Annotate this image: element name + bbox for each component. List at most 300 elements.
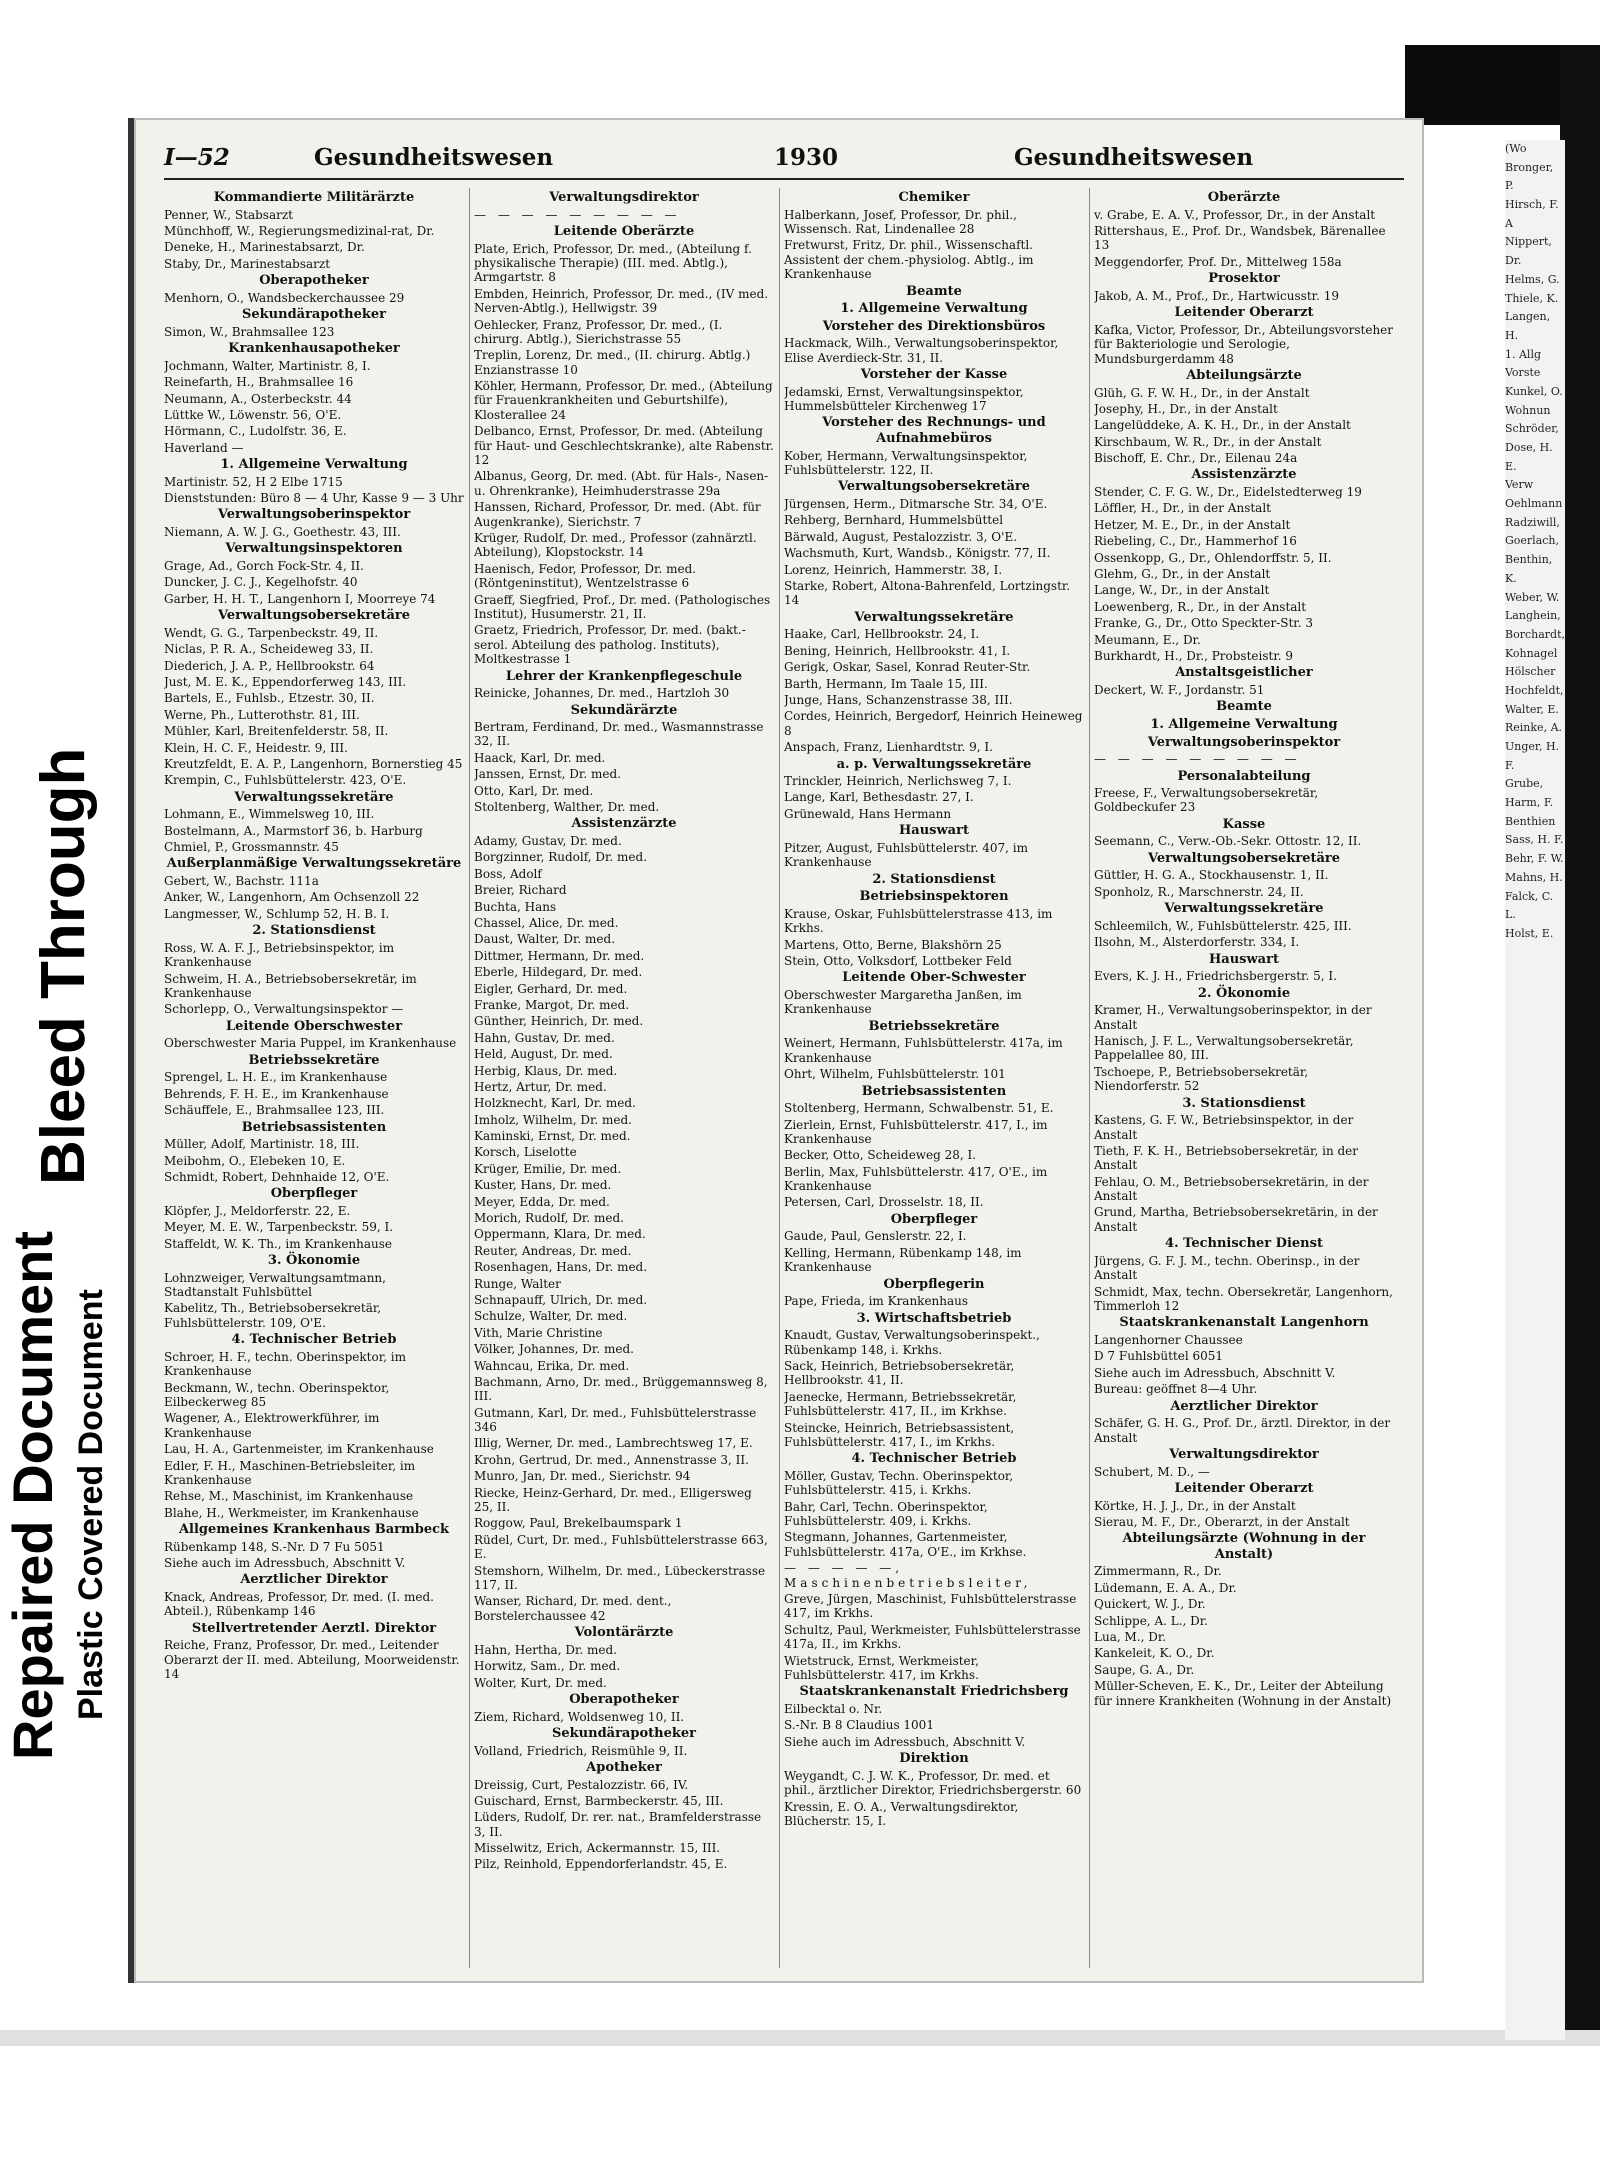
entry-line: Menhorn, O., Wandsbeckerchaussee 29: [164, 290, 405, 305]
section-heading: Leitender Oberarzt: [1174, 305, 1314, 321]
entry-line: Schäfer, G. H. G., Prof. Dr., ärztl. Direktor, in der Anstalt: [1094, 1416, 1391, 1445]
entry-line: Lohmann, E., Wimmelsweg 10, III.: [164, 807, 375, 822]
entry-line: Breier, Richard: [474, 883, 567, 898]
section-heading: Verwaltungssekretäre: [1164, 901, 1324, 917]
section-heading: Oberärzte: [1207, 190, 1281, 205]
section-heading: Kommandierte Militärärzte: [213, 190, 415, 205]
entry-line: Jakob, A. M., Prof., Dr., Hartwicusstr. 19: [1094, 288, 1339, 303]
entry-line: Wendt, G. G., Tarpenbeckstr. 49, II.: [164, 625, 379, 640]
section-heading: Sekundärapotheker: [552, 1725, 696, 1741]
entry-line: Staffeldt, W. K. Th., im Krankenhause: [164, 1236, 393, 1251]
adjacent-entry: Vorste: [1505, 366, 1541, 380]
entry-line: Jürgens, G. F. J. M., techn. Oberinsp., in der Anstalt: [1094, 1253, 1360, 1283]
adjacent-entry: Langen, H.: [1505, 310, 1551, 342]
entry-line: Quickert, W. J., Dr.: [1094, 1597, 1206, 1612]
entry-line: Bureau: geöffnet 8—4 Uhr.: [1094, 1382, 1258, 1397]
entry-line: Schroer, H. F., techn. Oberinspektor, im Krankenhause: [164, 1349, 406, 1379]
entry-line: Rüdel, Curt, Dr. med., Fuhlsbüttelerstrasse 663, E.: [474, 1532, 768, 1562]
entry-line: Hackmack, Wilh., Verwaltungsoberinspektor, Elise Averdieck-Str. 31, II.: [784, 336, 1059, 365]
entry-line: Schweim, H. A., Betriebsobersekretär, im Krankenhause: [164, 971, 417, 1000]
entry-line: Zimmermann, R., Dr.: [1094, 1564, 1222, 1579]
entry-line: Meibohm, O., Elebeken 10, E.: [164, 1153, 346, 1168]
entry-line: Korsch, Liselotte: [474, 1145, 577, 1160]
entry-line: Sprengel, L. H. E., im Krankenhause: [164, 1070, 388, 1085]
entry-line: Treplin, Lorenz, Dr. med., (II. chirurg. Abtlg.) Enzianstrasse 10: [474, 348, 751, 377]
entry-line: Bärwald, August, Pestalozzistr. 3, O'E.: [784, 529, 1018, 544]
entry-line: Delbanco, Ernst, Professor, Dr. med. (Abteilung für Haut- und Geschlechtskranke), alte Rabenstr. 12: [474, 424, 774, 468]
entry-line: Sponholz, R., Marschnerstr. 24, II.: [1094, 884, 1304, 899]
entry-line: Albanus, Georg, Dr. med. (Abt. für Hals-, Nasen- u. Ohrenkranke), Heimhuderstrasse 29a: [474, 469, 769, 498]
entry-line: Oberschwester Margaretha Janßen, im Krankenhause: [784, 987, 1022, 1017]
column-2: [474, 188, 774, 1968]
entry-line: Deneke, H., Marinestabsarzt, Dr.: [164, 240, 365, 255]
entry-line: Müller, Adolf, Martinistr. 18, III.: [164, 1137, 360, 1152]
entry-line: Hörmann, C., Ludolfstr. 36, E.: [164, 424, 347, 439]
entry-line: Köhler, Hermann, Professor, Dr. med., (Abteilung für Frauenkrankheiten und Geburtshilfe), Klosterallee 24: [474, 379, 773, 422]
side-labels: [0, 0, 120, 2177]
entry-line: Neumann, A., Osterbeckstr. 44: [164, 391, 352, 406]
entry-line: Jochmann, Walter, Martinistr. 8, I.: [164, 358, 371, 373]
entry-line: Lüttke W., Löwenstr. 56, O'E.: [164, 407, 342, 422]
entry-line: Ilsohn, M., Alsterdorferstr. 334, I.: [1094, 935, 1300, 950]
page-header: [164, 138, 1404, 180]
entry-line: Lange, Karl, Bethesdastr. 27, I.: [784, 790, 974, 805]
adjacent-entry: Weber, W.: [1505, 590, 1560, 604]
section-heading: Volontärärzte: [574, 1625, 674, 1641]
adjacent-entry: Unger, H. F.: [1505, 740, 1560, 772]
entry-line: Saupe, G. A., Dr.: [1094, 1662, 1195, 1677]
section-heading: Anstaltsgeistlicher: [1175, 665, 1313, 681]
entry-line: Burkhardt, H., Dr., Probsteistr. 9: [1094, 648, 1293, 663]
entry-line: Siehe auch im Adressbuch, Abschnitt V.: [164, 1556, 406, 1571]
entry-line: 4. Technischer Betrieb: [851, 1451, 1017, 1467]
entry-line: Haverland —: [164, 440, 244, 455]
entry-line: Bachmann, Arno, Dr. med., Brüggemannsweg 8, III.: [474, 1374, 768, 1404]
adjacent-entry: Schröder,: [1505, 422, 1559, 436]
adjacent-entry: Grube,: [1505, 777, 1544, 791]
entry-line: Eberle, Hildegard, Dr. med.: [474, 965, 643, 980]
entry-line: Loewenberg, R., Dr., in der Anstalt: [1094, 599, 1307, 614]
entry-line: Krempin, C., Fuhlsbüttelerstr. 423, O'E.: [164, 773, 407, 788]
entry-line: Lorenz, Heinrich, Hammerstr. 38, I.: [784, 562, 1003, 577]
entry-line: Bertram, Ferdinand, Dr. med., Wasmannstrasse 32, II.: [474, 720, 764, 749]
entry-line: Knack, Andreas, Professor, Dr. med. (I. med. Abteil.), Rübenkamp 146: [164, 1590, 434, 1619]
adjacent-entry: Benthin, K.: [1505, 553, 1553, 585]
year-label: 1930: [774, 144, 839, 171]
adjacent-entry: Hirsch, F. A: [1505, 198, 1559, 230]
entry-line: Dienststunden: Büro 8 — 4 Uhr, Kasse 9 — 3 Uhr: [164, 491, 464, 506]
entry-line: Haack, Karl, Dr. med.: [474, 750, 606, 765]
adjacent-entry: Wohnun: [1505, 403, 1551, 417]
entry-line: S.-Nr. B 8 Claudius 1001: [784, 1718, 934, 1733]
entry-line: Ohrt, Wilhelm, Fuhlsbüttelerstr. 101: [784, 1067, 1006, 1082]
entry-line: Lüdemann, E. A. A., Dr.: [1094, 1580, 1237, 1595]
section-heading: Sekundärärzte: [570, 702, 678, 718]
section-heading: Oberapotheker: [569, 1691, 679, 1707]
entry-line: Stoltenberg, Hermann, Schwalbenstr. 51, E.: [784, 1101, 1054, 1116]
entry-line: Meggendorfer, Prof. Dr., Mittelweg 158a: [1094, 254, 1342, 269]
adjacent-entry: Hochfeldt,: [1505, 683, 1564, 697]
entry-line: Jaenecke, Hermann, Betriebssekretär, Fuhlsbüttelerstr. 417, II., im Krkhse.: [784, 1389, 1017, 1419]
section-heading: Staatskrankenanstalt Langenhorn: [1119, 1315, 1369, 1331]
entry-line: Riecke, Heinz-Gerhard, Dr. med., Elligersweg 25, II.: [474, 1485, 752, 1515]
entry-line: Chassel, Alice, Dr. med.: [474, 915, 619, 930]
entry-line: Martens, Otto, Berne, Blakshörn 25: [784, 937, 1002, 952]
entry-line: Tschoepe, P., Betriebsobersekretär, Niendorferstr. 52: [1094, 1064, 1309, 1094]
entry-line: Simon, W., Brahmsallee 123: [164, 324, 335, 339]
entry-line: Reuter, Andreas, Dr. med.: [474, 1243, 632, 1258]
entry-line: Graetz, Friedrich, Professor, Dr. med. (bakt.-serol. Abteilung des patholog. Instituts), Moltkestrasse 1: [474, 623, 746, 667]
adjacent-entry: Kohnagel: [1505, 646, 1558, 660]
entry-line: Güttler, H. G. A., Stockhausenstr. 1, II.: [1094, 868, 1329, 883]
entry-line: Krohn, Gertrud, Dr. med., Annenstrasse 3, II.: [474, 1452, 749, 1467]
entry-line: Rittershaus, E., Prof. Dr., Wandsbek, Bärenallee 13: [1094, 223, 1386, 253]
entry-line: Janssen, Ernst, Dr. med.: [474, 767, 621, 782]
bleed-label: Bleed Through: [29, 747, 98, 1185]
section-heading: Beamte: [1216, 699, 1272, 715]
entry-line: Misselwitz, Erich, Ackermannstr. 15, III.: [474, 1841, 721, 1856]
entry-line: Grage, Ad., Gorch Fock-Str. 4, II.: [164, 559, 364, 574]
entry-line: Schultz, Paul, Werkmeister, Fuhlsbüttelerstrasse 417a, II., im Krkhs.: [784, 1622, 1081, 1652]
section-heading: Hauswart: [899, 823, 969, 839]
entry-line: Gerigk, Oskar, Sasel, Konrad Reuter-Str.: [784, 660, 1031, 675]
entry-line: Siehe auch im Adressbuch, Abschnitt V.: [784, 1734, 1026, 1749]
entry-line: Zierlein, Ernst, Fuhlsbüttelerstr. 417, I., im Krankenhause: [784, 1117, 1048, 1146]
entry-line: Barth, Hermann, Im Taale 15, III.: [784, 676, 988, 691]
entry-line: Petersen, Carl, Drosselstr. 18, II.: [784, 1195, 984, 1210]
entry-line: Embden, Heinrich, Professor, Dr. med., (IV med. Nerven-Abtlg.), Hellwigstr. 39: [474, 286, 769, 316]
entry-line: Hetzer, M. E., Dr., in der Anstalt: [1094, 517, 1291, 532]
entry-line: Stoltenberg, Walther, Dr. med.: [474, 800, 660, 815]
section-heading: Sekundärapotheker: [242, 307, 386, 323]
adjacent-entry: Walter, E.: [1505, 702, 1559, 716]
entry-line: Plate, Erich, Professor, Dr. med., (Abteilung f. physikalische Therapie) (III. med. Abtlg.), Armgartstr. 8: [474, 241, 752, 285]
entry-line: Volland, Friedrich, Reismühle 9, II.: [474, 1743, 688, 1758]
plastic-label: Plastic Covered Document: [72, 1289, 110, 1720]
entry-line: Kabelitz, Th., Betriebsobersekretär, Fuhlsbüttelerstr. 109, O'E.: [164, 1301, 382, 1330]
entry-line: Weygandt, C. J. W. K., Professor, Dr. med. et phil., ärztlicher Direktor, Friedrichsbergerstr. 60: [784, 1768, 1082, 1798]
entry-line: Ross, W. A. F. J., Betriebsinspektor, im Krankenhause: [164, 940, 395, 970]
adjacent-entry: Helms, G.: [1505, 272, 1560, 286]
adjacent-entry: Hölscher: [1505, 665, 1556, 679]
entry-line: 3. Ökonomie: [267, 1253, 361, 1269]
adjacent-entry: Benthien: [1505, 814, 1556, 828]
adjacent-entry: Holst, E.: [1505, 926, 1554, 940]
adjacent-entry: Harm, F.: [1505, 796, 1554, 810]
entry-line: — — — — —, Maschinenbetriebsleiter,: [784, 1561, 1032, 1590]
entry-line: Bostelmann, A., Marmstorf 36, b. Harburg: [164, 823, 423, 838]
entry-line: Lüders, Rudolf, Dr. rer. nat., Bramfelderstrasse 3, II.: [474, 1810, 762, 1839]
entry-line: Dreissig, Curt, Pestalozzistr. 66, IV.: [474, 1777, 689, 1792]
entry-line: Duncker, J. C. J., Kegelhofstr. 40: [164, 575, 358, 590]
section-heading: Stellvertretender Aerztl. Direktor: [191, 1620, 437, 1636]
entry-line: Anspach, Franz, Lienhardtstr. 9, I.: [784, 740, 993, 755]
entry-line: Anker, W., Langenhorn, Am Ochsenzoll 22: [164, 890, 420, 905]
entry-line: Langmesser, W., Schlump 52, H. B. I.: [164, 906, 390, 921]
entry-line: Siehe auch im Adressbuch, Abschnitt V.: [1094, 1365, 1336, 1380]
adjacent-entry: Dose, H. E.: [1505, 441, 1553, 473]
entry-line: Schlippe, A. L., Dr.: [1094, 1613, 1208, 1628]
entry-line: Völker, Johannes, Dr. med.: [474, 1342, 634, 1357]
adjacent-entry: Thiele, K.: [1505, 291, 1559, 305]
scan-bottom-edge: [0, 2030, 1600, 2046]
entry-line: Eilbecktal o. Nr.: [784, 1701, 883, 1716]
entry-line: Stegmann, Johannes, Gartenmeister, Fuhlsbüttelerstr. 417a, O'E., im Krkhse.: [784, 1530, 1027, 1559]
section-heading: Leitende Oberschwester: [225, 1018, 403, 1034]
entry-line: Löffler, H., Dr., in der Anstalt: [1094, 501, 1271, 516]
entry-line: Fehlau, O. M., Betriebsobersekretärin, in der Anstalt: [1094, 1174, 1369, 1204]
entry-line: Kuster, Hans, Dr. med.: [474, 1178, 612, 1193]
entry-line: Gebert, W., Bachstr. 111a: [164, 874, 319, 889]
entry-line: Morich, Rudolf, Dr. med.: [474, 1211, 624, 1226]
section-heading: Apotheker: [586, 1759, 662, 1775]
entry-line: Held, August, Dr. med.: [474, 1047, 613, 1062]
entry-line: Beckmann, W., techn. Oberinspektor, Eilbeckerweg 85: [164, 1380, 390, 1409]
section-heading: Aerztlicher Direktor: [1170, 1398, 1318, 1414]
entry-line: Guischard, Ernst, Barmbeckerstr. 45, III.: [474, 1793, 724, 1808]
entry-line: Münchhoff, W., Regierungsmedizinal-rat, Dr.: [164, 223, 435, 238]
entry-line: 1. Allgemeine Verwaltung: [220, 457, 408, 473]
adjacent-entry: Reinke, A.: [1505, 721, 1563, 735]
entry-line: Dittmer, Hermann, Dr. med.: [474, 948, 645, 963]
entry-line: Reinefarth, H., Brahmsallee 16: [164, 375, 354, 390]
section-heading: Personalabteilung: [1177, 768, 1311, 784]
entry-line: Junge, Hans, Schanzenstrasse 38, III.: [784, 692, 1013, 707]
entry-line: Oehlecker, Franz, Professor, Dr. med., (I. chirurg. Abtlg.), Sierichstrasse 55: [474, 317, 723, 346]
entry-line: Bahr, Carl, Techn. Oberinspektor, Fuhlsbüttelerstr. 409, i. Krkhs.: [784, 1499, 988, 1529]
entry-line: Pitzer, August, Fuhlsbüttelerstr. 407, im Krankenhause: [784, 840, 1029, 870]
section-heading: Betriebssekretäre: [248, 1052, 380, 1068]
entry-line: Martinistr. 52, H 2 Elbe 1715: [164, 474, 343, 489]
section-heading: Betriebsassistenten: [861, 1083, 1007, 1099]
section-heading: Beamte: [906, 283, 962, 299]
adjacent-entry: Verw: [1505, 478, 1534, 492]
section-heading: Aerztlicher Direktor: [240, 1572, 388, 1588]
section-heading: Krankenhausapotheker: [228, 341, 400, 357]
entry-line: Kafka, Victor, Professor, Dr., Abteilungsvorsteher für Bakteriologie und Serologie, Mundsburgerdamm 48: [1094, 322, 1394, 366]
column-1: [164, 188, 464, 1968]
entry-line: v. Grabe, E. A. V., Professor, Dr., in der Anstalt: [1094, 207, 1376, 222]
section-heading: Vorsteher der Kasse: [860, 367, 1008, 383]
entry-line: Becker, Otto, Scheideweg 28, I.: [784, 1148, 977, 1163]
adjacent-entry: Oehlmann: [1505, 497, 1563, 511]
entry-line: Grünewald, Hans Hermann: [784, 806, 952, 821]
section-heading: Assistenzärzte: [571, 816, 677, 832]
entry-line: Lange, W., Dr., in der Anstalt: [1094, 583, 1270, 598]
entry-line: Stein, Otto, Volksdorf, Lottbeker Feld: [784, 954, 1012, 968]
entry-line: Seemann, C., Verw.-Ob.-Sekr. Ottostr. 12, II.: [1094, 834, 1362, 849]
section-heading: Kasse: [1222, 816, 1266, 832]
page-number: I—52: [164, 144, 230, 171]
left-running-title: Gesundheitswesen: [314, 144, 554, 171]
entry-line: Grund, Martha, Betriebsobersekretärin, in der Anstalt: [1094, 1205, 1378, 1234]
column-rule: [469, 188, 470, 1968]
entry-line: Behrends, F. H. E., im Krankenhause: [164, 1086, 389, 1101]
entry-line: Halberkann, Josef, Professor, Dr. phil., Wissensch. Rat, Lindenallee 28: [784, 207, 1017, 236]
entry-line: Runge, Walter: [474, 1276, 561, 1291]
entry-line: Rübenkamp 148, S.-Nr. D 7 Fu 5051: [164, 1539, 385, 1554]
section-heading: a. p. Verwaltungssekretäre: [836, 756, 1032, 772]
repaired-label: Repaired Document: [1, 1231, 64, 1760]
section-heading: Außerplanmäßige Verwaltungssekretäre: [166, 856, 462, 872]
entry-line: Glehm, G., Dr., in der Anstalt: [1094, 567, 1271, 581]
entry-line: Knaudt, Gustav, Verwaltungsoberinspekt., Rübenkamp 148, i. Krkhs.: [784, 1328, 1040, 1357]
entry-line: Wachsmuth, Kurt, Wandsb., Königstr. 77, II.: [784, 546, 1051, 561]
entry-line: Graeff, Siegfried, Prof., Dr. med. (Pathologisches Institut), Husumerstr. 21, II.: [474, 592, 771, 621]
entry-line: Franke, G., Dr., Otto Speckter-Str. 3: [1094, 616, 1313, 631]
entry-line: Meyer, Edda, Dr. med.: [474, 1194, 610, 1209]
section-heading: Lehrer der Krankenpflegeschule: [505, 668, 743, 684]
entry-line: Lohnzweiger, Verwaltungsamtmann, Stadtanstalt Fuhlsbüttel: [164, 1270, 386, 1300]
entry-line: — — — — — — — — —: [474, 207, 681, 222]
entry-line: Schorlepp, O., Verwaltungsinspektor —: [164, 1002, 404, 1017]
entry-line: Krüger, Emilie, Dr. med.: [474, 1161, 622, 1176]
section-heading: Oberpflegerin: [883, 1276, 985, 1292]
entry-line: Haenisch, Fedor, Professor, Dr. med. (Röntgeninstitut), Wentzelstrasse 6: [474, 561, 697, 591]
entry-line: Jürgensen, Herm., Ditmarsche Str. 34, O'E.: [784, 497, 1048, 512]
entry-line: 1. Allgemeine Verwaltung: [840, 301, 1028, 317]
entry-line: Krause, Oskar, Fuhlsbüttelerstrasse 413, im Krkhs.: [784, 906, 1053, 936]
section-heading: Verwaltungsoberinspektor: [217, 507, 411, 523]
entry-line: Niclas, P. R. A., Scheideweg 33, II.: [164, 642, 374, 657]
section-heading: Abteilungsärzte (Wohnung in der Anstalt): [1122, 1531, 1366, 1562]
entry-line: Bischoff, E. Chr., Dr., Eilenau 24a: [1094, 451, 1298, 466]
entry-line: Rehberg, Bernhard, Hummelsbüttel: [784, 513, 1004, 528]
entry-line: 2. Stationsdienst: [252, 923, 376, 939]
entry-line: Reinicke, Johannes, Dr. med., Hartzloh 30: [474, 686, 730, 701]
entry-line: Wolter, Kurt, Dr. med.: [474, 1675, 607, 1690]
entry-line: Chmiel, P., Grossmannstr. 45: [164, 840, 339, 855]
columns: [164, 188, 1404, 1978]
entry-line: Schäuffele, E., Brahmsallee 123, III.: [164, 1103, 385, 1118]
entry-line: Trinckler, Heinrich, Nerlichsweg 7, I.: [784, 774, 1012, 789]
entry-line: Krüger, Rudolf, Dr. med., Professor (zahnärztl. Abteilung), Klopstockstr. 14: [474, 531, 757, 560]
entry-line: Mühler, Karl, Breitenfelderstr. 58, II.: [164, 724, 389, 739]
adjacent-entry: Mahns, H.: [1505, 870, 1563, 884]
entry-line: Kankeleit, K. O., Dr.: [1094, 1646, 1215, 1661]
section-heading: Leitender Oberarzt: [1174, 1480, 1314, 1496]
section-heading: Oberapotheker: [259, 273, 369, 289]
column-rule: [779, 188, 780, 1968]
column-4: [1094, 188, 1394, 1968]
entry-line: Staby, Dr., Marinestabsarzt: [164, 256, 331, 271]
adjacent-page-edge: [1505, 140, 1565, 2040]
adjacent-entry: Langhein,: [1505, 609, 1561, 623]
entry-line: Bartels, E., Fuhlsb., Etzestr. 30, II.: [164, 691, 375, 706]
entry-line: Ossenkopp, G., Dr., Ohlendorffstr. 5, II.: [1094, 550, 1332, 565]
document-page: [128, 118, 1424, 1983]
entry-line: Herbig, Klaus, Dr. med.: [474, 1063, 618, 1078]
entry-line: Kelling, Hermann, Rübenkamp 148, im Krankenhause: [784, 1245, 1022, 1275]
entry-line: Langelüddeke, A. K. H., Dr., in der Anstalt: [1094, 418, 1351, 433]
entry-line: Cordes, Heinrich, Bergedorf, Heinrich Heineweg 8: [784, 709, 1083, 738]
entry-line: Sack, Heinrich, Betriebsobersekretär, Hellbrookstr. 41, II.: [784, 1358, 1015, 1388]
entry-line: Fretwurst, Fritz, Dr. phil., Wissenschaftl. Assistent der chem.-physiolog. Abtlg., im Krankenhause: [784, 238, 1034, 282]
entry-line: Wanser, Richard, Dr. med. dent., Borstelerchaussee 42: [474, 1594, 672, 1623]
section-heading: Leitende Oberärzte: [553, 223, 695, 239]
entry-line: Gutmann, Karl, Dr. med., Fuhlsbüttelerstrasse 346: [474, 1405, 757, 1435]
adjacent-entry: Falck, C. L.: [1505, 889, 1554, 922]
section-heading: Oberpfleger: [270, 1186, 358, 1202]
adjacent-entry: Kunkel, O.: [1505, 384, 1563, 398]
entry-line: Kober, Hermann, Verwaltungsinspektor, Fuhlsbüttelerstr. 122, II.: [784, 448, 1028, 478]
section-heading: Betriebsinspektoren: [859, 889, 1009, 905]
entry-line: Wagener, A., Elektrowerkführer, im Krankenhause: [164, 1411, 380, 1440]
entry-line: Haake, Carl, Hellbrookstr. 24, I.: [784, 627, 980, 642]
adjacent-entry: Nippert, Dr.: [1505, 235, 1552, 268]
entry-line: Bening, Heinrich, Hellbrookstr. 41, I.: [784, 643, 1011, 658]
entry-line: Josephy, H., Dr., in der Anstalt: [1094, 401, 1278, 416]
entry-line: Klein, H. C. F., Heidestr. 9, III.: [164, 740, 348, 755]
entry-line: Lua, M., Dr.: [1094, 1630, 1167, 1645]
entry-line: Lau, H. A., Gartenmeister, im Krankenhause: [164, 1442, 434, 1457]
section-heading: Betriebssekretäre: [868, 1018, 1000, 1034]
entry-line: Starke, Robert, Altona-Bahrenfeld, Lortzingstr. 14: [784, 579, 1071, 608]
section-heading: Oberpfleger: [890, 1211, 978, 1227]
entry-line: Munro, Jan, Dr. med., Sierichstr. 94: [474, 1469, 691, 1484]
adjacent-entry: Borchardt,: [1505, 627, 1565, 641]
entry-line: Garber, H. H. T., Langenhorn I, Moorreye 74: [164, 591, 436, 606]
entry-line: Werne, Ph., Lutterothstr. 81, III.: [164, 707, 360, 722]
section-heading: Betriebsassistenten: [241, 1119, 387, 1135]
entry-line: Wietstruck, Ernst, Werkmeister, Fuhlsbüttelerstr. 417, im Krkhs.: [784, 1653, 979, 1682]
entry-line: 3. Wirtschaftsbetrieb: [856, 1310, 1012, 1326]
entry-line: Müller-Scheven, E. K., Dr., Leiter der Abteilung für innere Krankheiten (Wohnung in der Anstalt): [1094, 1679, 1392, 1708]
entry-line: Niemann, A. W. J. G., Goethestr. 43, III.: [164, 525, 401, 540]
entry-line: Schulze, Walter, Dr. med.: [474, 1309, 628, 1324]
section-heading: Allgemeines Krankenhaus Barmbeck: [178, 1522, 450, 1538]
section-heading: Verwaltungssekretäre: [234, 789, 394, 805]
entry-line: 2. Ökonomie: [1197, 985, 1291, 1001]
entry-line: Horwitz, Sam., Dr. med.: [474, 1659, 621, 1674]
entry-line: Riebeling, C., Dr., Hammerhof 16: [1094, 534, 1297, 549]
entry-line: Stender, C. F. G. W., Dr., Eidelstedterweg 19: [1094, 485, 1362, 500]
section-heading: Hauswart: [1209, 951, 1279, 967]
entry-line: Evers, K. J. H., Friedrichsbergerstr. 5, I.: [1094, 969, 1337, 984]
entry-line: Tieth, F. K. H., Betriebsobersekretär, in der Anstalt: [1094, 1143, 1359, 1173]
entry-line: Hanssen, Richard, Professor, Dr. med. (Abt. für Augenkranke), Sierichstr. 7: [474, 500, 761, 529]
entry-line: D 7 Fuhlsbüttel 6051: [1094, 1349, 1224, 1364]
entry-line: Greve, Jürgen, Maschinist, Fuhlsbüttelerstrasse 417, im Krkhs.: [784, 1592, 1077, 1621]
section-heading: Verwaltungsobersekretäre: [837, 479, 1031, 495]
entry-line: Klöpfer, J., Meldorferstr. 22, E.: [164, 1203, 351, 1218]
entry-line: Glüh, G. F. W. H., Dr., in der Anstalt: [1094, 385, 1310, 400]
entry-line: Oppermann, Klara, Dr. med.: [474, 1227, 646, 1242]
entry-line: Vith, Marie Christine: [474, 1325, 603, 1340]
entry-line: Pape, Frieda, im Krankenhaus: [784, 1294, 969, 1309]
entry-line: 1. Allgemeine Verwaltung: [1150, 716, 1338, 732]
entry-line: Langenhorner Chaussee: [1094, 1333, 1243, 1347]
entry-line: — — — — — — — — —: [1094, 752, 1301, 767]
section-heading: Abteilungsärzte: [1186, 367, 1302, 383]
entry-line: Buchta, Hans: [474, 899, 557, 914]
adjacent-entry: Behr, F. W.: [1505, 852, 1564, 866]
entry-line: Berlin, Max, Fuhlsbüttelerstr. 417, O'E., im Krankenhause: [784, 1164, 1048, 1194]
entry-line: Boss, Adolf: [474, 866, 542, 881]
entry-line: Imholz, Wilhelm, Dr. med.: [474, 1112, 632, 1127]
entry-line: Penner, W., Stabsarzt: [164, 207, 293, 222]
entry-line: Reiche, Franz, Professor, Dr. med., Leitender Oberarzt der II. med. Abteilung, Moorweidenstr. 14: [164, 1638, 460, 1682]
section-heading: Direktion: [899, 1751, 969, 1767]
entry-line: Kaminski, Ernst, Dr. med.: [474, 1129, 631, 1144]
section-heading: Verwaltungsobersekretäre: [217, 608, 411, 624]
section-heading: Verwaltungsoberinspektor: [1147, 734, 1341, 750]
entry-line: Rehse, M., Maschinist, im Krankenhause: [164, 1489, 414, 1504]
entry-line: 4. Technischer Betrieb: [231, 1332, 397, 1348]
entry-line: Meumann, E., Dr.: [1094, 632, 1201, 647]
section-heading: Vorsteher des Rechnungs- und Aufnahmebüros: [822, 415, 1046, 447]
entry-line: Oberschwester Maria Puppel, im Krankenhause: [164, 1036, 457, 1051]
